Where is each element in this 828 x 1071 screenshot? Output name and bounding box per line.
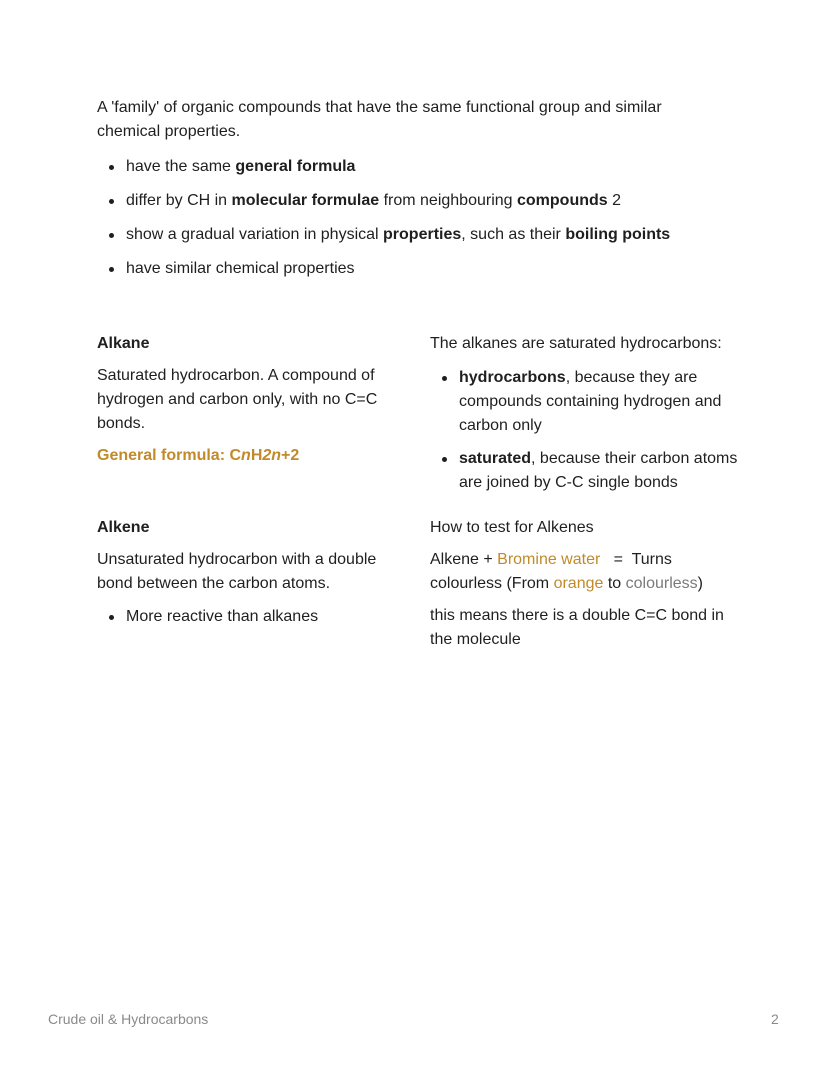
alkene-heading: Alkene [97,519,150,536]
list-bold-text: molecular formulae [231,192,380,209]
list-item [97,223,747,257]
list-item [430,366,740,438]
list-bold-text: saturated [459,450,532,467]
list-bold-text: general formula [235,158,356,175]
formula-subscript: n [241,447,251,464]
list-text: have similar chemical properties [126,260,355,277]
list-text: have the same [126,158,236,175]
list-bold-text: boiling points [565,226,671,243]
test-text: ) [697,575,703,592]
alkane-general-formula [97,444,397,468]
orange-text: orange [553,575,604,592]
alkane-section [97,332,397,468]
list-item [97,605,397,629]
alkanes-info-intro: The alkanes are saturated hydrocarbons: [430,335,722,352]
alkane-heading: Alkane [97,335,150,352]
list-item [97,155,747,189]
homologous-series-list [97,155,747,291]
list-text: , because their carbon atoms are joined by C-C single bonds [459,450,738,491]
formula-label: General formula: C [97,447,242,464]
alkene-definition: Unsaturated hydrocarbon with a double bond between the carbon atoms. [97,551,377,592]
test-heading: How to test for Alkenes [430,519,594,536]
list-text: show a gradual variation in physical [126,226,384,243]
list-text: , because they are compounds containing hydrogen and carbon only [459,369,722,434]
formula-text: +2 [281,447,300,464]
test-meaning: this means there is a double C=C bond in the molecule [430,607,724,648]
list-bold-text: hydrocarbons [459,369,566,386]
page-number: 2 [771,1011,779,1027]
list-text: , such as their [461,226,566,243]
list-item [97,257,747,291]
test-text: Alkene + [430,551,498,568]
list-text: from neighbouring [379,192,517,209]
colourless-text: colourless [625,575,698,592]
list-text: 2 [607,192,622,209]
footer-title: Crude oil & Hydrocarbons [48,1011,209,1027]
alkanes-info-section [430,332,740,495]
test-text: = Turns colourless (From [430,551,677,592]
bromine-water-text: Bromine water [497,551,601,568]
list-bold-text: properties [383,226,462,243]
formula-subscript: 2n [262,447,282,464]
alkene-list [97,605,397,629]
alkene-section [97,516,397,629]
list-item [97,189,747,223]
alkene-test-section [430,516,740,652]
test-text: to [603,575,626,592]
test-result [430,548,740,596]
list-text: More reactive than alkanes [126,608,319,625]
list-text: differ by CH in [126,192,232,209]
formula-text: H [250,447,263,464]
intro-paragraph: A 'family' of organic compounds that have the same functional group and similar chemical properties. [97,99,662,140]
alkane-definition: Saturated hydrocarbon. A compound of hydrogen and carbon only, with no C=C bonds. [97,367,378,432]
alkanes-info-list [430,366,740,495]
list-bold-text: compounds [517,192,608,209]
list-item [430,447,740,495]
